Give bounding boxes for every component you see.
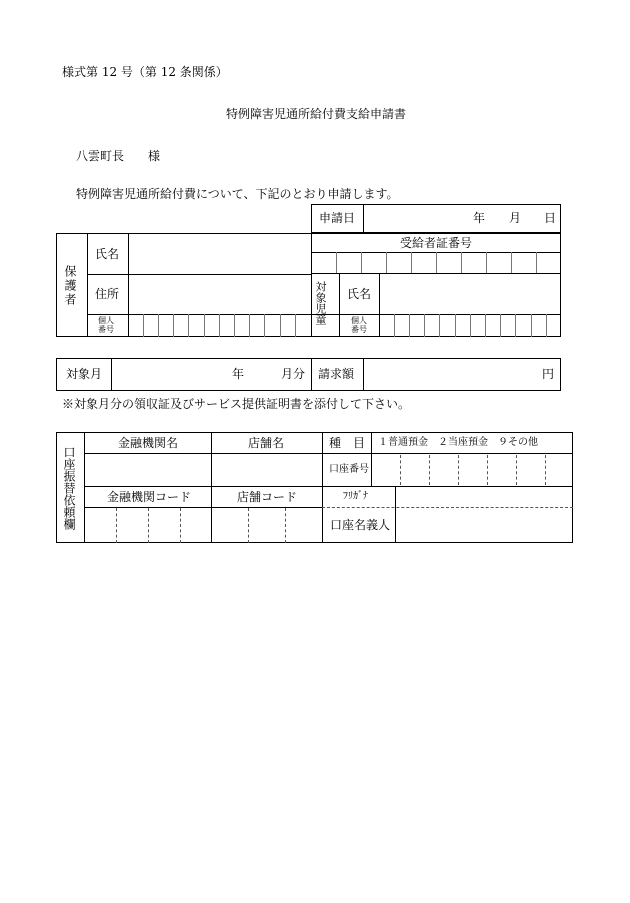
account-number-field[interactable] — [372, 455, 572, 485]
account-type-options[interactable]: １普通預金 ２当座預金 ９その他 — [378, 437, 538, 448]
furigana-field[interactable] — [397, 488, 572, 506]
child-personal-number-field[interactable] — [380, 315, 560, 336]
application-day-label: 日 — [544, 211, 557, 225]
form-number: 様式第 12 号（第 12 条関係） — [62, 65, 228, 79]
child-section-label: 対象児童 — [314, 281, 327, 325]
guardian-name-label: 氏名 — [95, 247, 120, 261]
application-date-label: 申請日 — [319, 211, 356, 225]
account-holder-field[interactable] — [397, 509, 572, 542]
guardian-personal-number-field[interactable] — [129, 315, 310, 336]
institution-name-field[interactable] — [86, 455, 210, 485]
institution-name-label: 金融機関名 — [118, 436, 179, 450]
branch-code-field[interactable] — [213, 509, 321, 542]
billing-month-portion-label: 月分 — [281, 367, 306, 381]
amount-label: 請求額 — [318, 367, 355, 381]
yen-label: 円 — [542, 367, 555, 381]
application-year-label: 年 — [473, 211, 486, 225]
form-title: 特例障害児通所給付費支給申請書 — [226, 107, 407, 121]
branch-code-label: 店舗コード — [237, 490, 298, 504]
guardian-name-field[interactable] — [130, 235, 309, 272]
branch-name-field[interactable] — [213, 455, 321, 485]
child-personal-number-label: 個人番号 — [351, 316, 367, 334]
recipient-cert-number-label: 受給者証番号 — [400, 236, 473, 250]
guardian-address-field[interactable] — [130, 276, 309, 312]
branch-name-label: 店舗名 — [248, 436, 285, 450]
target-month-field[interactable] — [113, 360, 309, 389]
amount-field[interactable] — [365, 360, 559, 389]
child-name-label: 氏名 — [347, 287, 372, 301]
billing-year-label: 年 — [232, 367, 245, 381]
guardian-section-label: 保護者 — [63, 265, 77, 307]
attachment-note: ※対象月分の領収証及びサービス提供証明書を添付して下さい。 — [62, 397, 411, 411]
account-type-label: 種 目 — [329, 436, 366, 450]
intro-text: 特例障害児通所給付費について、下記のとおり申請します。 — [76, 187, 399, 201]
application-month-label: 月 — [509, 211, 522, 225]
institution-code-field[interactable] — [86, 509, 210, 542]
guardian-personal-number-label: 個人番号 — [98, 316, 114, 334]
account-number-label: 口座番号 — [329, 464, 369, 475]
target-month-label: 対象月 — [66, 367, 103, 381]
guardian-address-label: 住所 — [95, 287, 120, 301]
recipient-cert-number-field[interactable] — [312, 253, 560, 272]
bank-section-label: 口座振替依頼欄 — [62, 446, 76, 530]
child-name-field[interactable] — [381, 275, 559, 312]
institution-code-label: 金融機関コード — [107, 490, 192, 504]
furigana-label: ﾌﾘｶﾞﾅ — [343, 491, 368, 502]
account-holder-label: 口座名義人 — [330, 518, 391, 532]
application-date-field[interactable] — [365, 206, 559, 231]
addressee: 八雲町長 様 — [76, 149, 161, 163]
